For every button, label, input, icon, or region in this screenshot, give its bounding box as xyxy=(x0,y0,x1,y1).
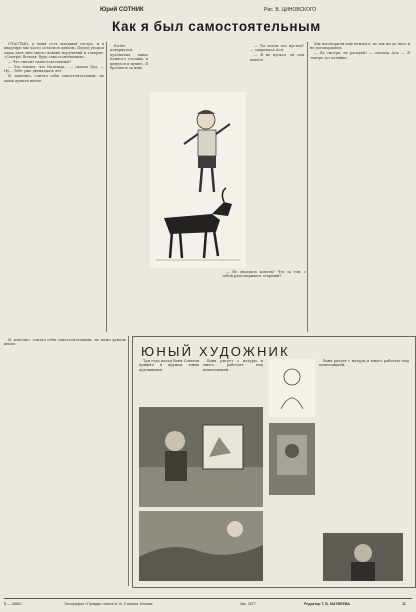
paragraph: Ваня рисует с натуры и много работает над композицией. xyxy=(203,359,263,372)
feature-text-2 xyxy=(203,359,263,403)
feature-title-block xyxy=(141,341,321,359)
paragraph: Я, конечно, считал себя самостоятельным, но мама думала иначе. xyxy=(4,338,126,347)
editor-credit: Редактор Т. В. МАТВЕЕВА. xyxy=(304,602,351,606)
column-divider xyxy=(128,336,129,586)
story-headline xyxy=(112,14,321,40)
author-name: Юрий СОТНИК xyxy=(100,7,144,13)
paragraph: Козёл повернулся, проскочил мимо Асиного столика и кинулся в кухню. Я бросился за ним. xyxy=(110,44,148,71)
column-divider xyxy=(106,42,107,332)
painting-reproduction xyxy=(269,423,315,495)
headline-text: Как я был самостоятельным xyxy=(112,19,321,34)
paragraph: — Ты зачем его пустил? — закричала Ася. xyxy=(250,44,304,53)
paragraph: Мы поговорили ещё немного, но так ни до чего и не договорились. xyxy=(310,42,410,51)
paragraph: Ваня рисует с натуры и много работает над композицией. xyxy=(319,359,409,368)
young-artist-photo xyxy=(139,407,263,507)
article-column-1-lower xyxy=(4,338,126,588)
paragraph: — Да смотри, не раскрой! — сказала Ася. — Я теперь тут хозяйка. xyxy=(310,51,410,60)
column-divider xyxy=(307,42,308,332)
paragraph: — Что значит самостоятельным? xyxy=(8,60,72,65)
feature-text-1 xyxy=(139,359,199,403)
illustrator-credit: Рис. В. ЦИНОВСКОГО xyxy=(264,7,317,13)
paragraph: — Я не пускал, он сам вошёл! xyxy=(250,53,304,62)
boy-and-goat-illustration xyxy=(150,92,246,268)
page-number: 11 xyxy=(402,602,406,606)
issue-code: Б — 06807. xyxy=(4,602,23,606)
young-artist-feature xyxy=(132,336,416,588)
order-number: Зак. 2677. xyxy=(240,602,257,606)
article-column-3 xyxy=(310,42,410,332)
article-column-2c xyxy=(222,270,306,334)
sketch-drawing xyxy=(269,359,315,417)
feature-title: ЮНЫЙ ХУДОЖНИК xyxy=(141,344,290,359)
article-column-2a xyxy=(110,44,148,334)
paragraph: Я, конечно, считал себя самостоятельным, но мама думала иначе. xyxy=(4,74,104,83)
page-footer xyxy=(4,598,412,609)
article-column-1 xyxy=(4,42,104,332)
artist-portrait-photo xyxy=(323,533,403,581)
paragraph: — Не двадцать копеек? Что за тон, с тобой разговаривает старший? xyxy=(222,270,306,279)
paragraph: Три года назад Ваня Советов пришёл в кружок юных художников. xyxy=(139,359,199,372)
paragraph: — Это значит, что Надежда... — сказал Дед. — Ну... Тебе уже двенадцать лет. xyxy=(4,65,104,74)
paragraph: СЧАСТЬЮ, у меня есть младшая сестра, и в квартире мы часто остаемся вдвоем. Перед уходом мама дает мне много всяких поручений и говорит: «Смотри, Володя, будь самостоятельным». xyxy=(4,42,104,60)
artwork-photo xyxy=(139,511,263,581)
printer-info: Типография «Правды» имени И. В. Сталина. Москва. xyxy=(64,602,154,606)
